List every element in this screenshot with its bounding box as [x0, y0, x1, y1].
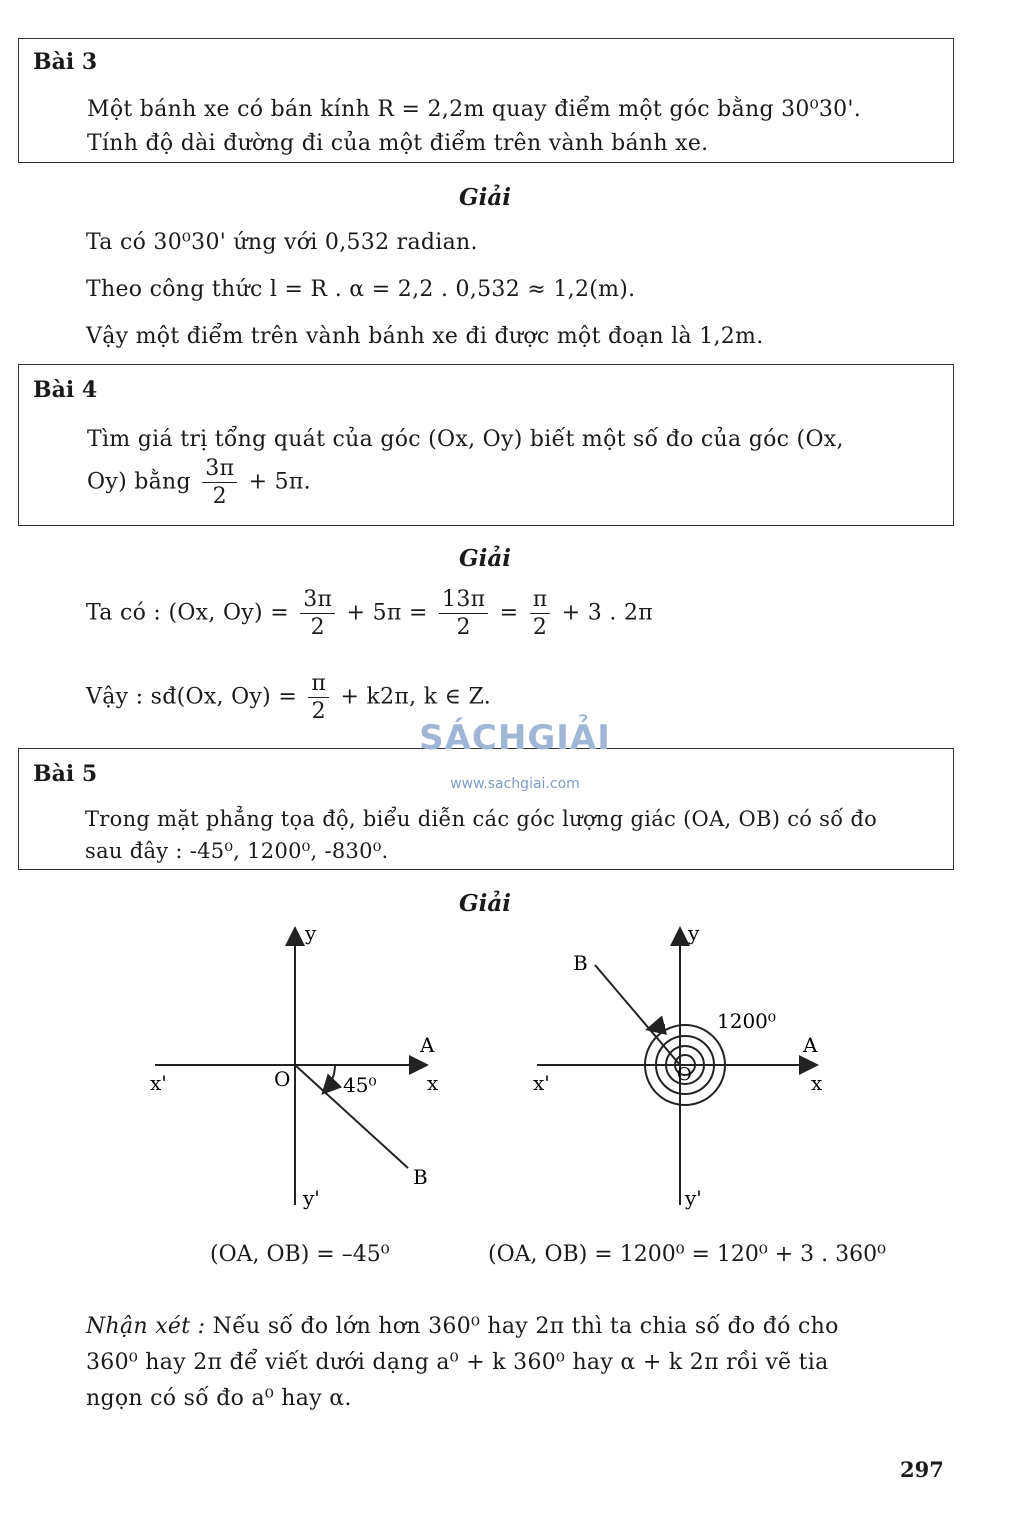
watermark — [410, 718, 620, 818]
label-x-prime: x' — [533, 1071, 550, 1095]
numerator: 3π — [300, 588, 335, 614]
denominator: 2 — [456, 615, 471, 641]
solution-4-line2-pre: Vậy : sđ(Ox, Oy) = — [86, 684, 298, 710]
denominator: 2 — [212, 484, 227, 510]
label-a: A — [803, 1033, 818, 1057]
page-number: 297 — [900, 1457, 944, 1482]
angle-arc — [324, 1065, 335, 1092]
exercise-5-line1: Trong mặt phẳng tọa độ, biểu diễn các góc lượng giác (OA, OB) có số đo — [85, 807, 878, 831]
solution-4-line1 — [86, 588, 653, 639]
exercise-4-line2-post: + 5π. — [248, 469, 311, 495]
solution-4-heading: Giải — [458, 545, 512, 572]
solution-4-line2 — [86, 672, 491, 723]
exercise-4-line2-pre: Oy) bằng — [87, 469, 191, 495]
solution-3-line2: Theo công thức l = R . α = 2,2 . 0,532 ≈ 1,2(m). — [86, 277, 636, 302]
fraction — [300, 588, 335, 639]
solution-4-line1-post: + 3 . 2π — [561, 600, 654, 626]
label-b: B — [413, 1165, 428, 1189]
exercise-5-title: Bài 5 — [33, 761, 98, 787]
exercise-3-box — [18, 38, 954, 163]
solution-4-line2-post: + k2π, k ∈ Z. — [340, 684, 492, 710]
label-o: O — [677, 1064, 692, 1085]
denominator: 2 — [532, 615, 548, 641]
fraction — [202, 457, 237, 508]
exercise-3-line1: Một bánh xe có bán kính R = 2,2m quay điểm một góc bằng 30⁰30'. — [87, 97, 862, 122]
watermark-url: www.sachgiai.com — [450, 776, 580, 792]
solution-5-heading: Giải — [458, 890, 512, 917]
remark-line1 — [86, 1314, 839, 1339]
exercise-3-line2: Tính độ dài đường đi của một điểm trên vành bánh xe. — [87, 131, 709, 156]
fraction — [530, 588, 551, 639]
remark-line3: ngọn có số đo a⁰ hay α. — [86, 1386, 352, 1411]
figure-2-caption: (OA, OB) = 1200⁰ = 120⁰ + 3 . 360⁰ — [488, 1242, 886, 1267]
label-y-prime: y' — [303, 1186, 320, 1210]
figure-2-diagram — [525, 920, 845, 1210]
numerator: 13π — [439, 588, 488, 614]
watermark-logo: SÁCHGIẢI — [419, 718, 611, 758]
solution-3-line3: Vậy một điểm trên vành bánh xe đi được một đoạn là 1,2m. — [86, 324, 764, 349]
label-angle: 45⁰ — [343, 1073, 377, 1097]
label-x: x — [427, 1071, 439, 1095]
solution-4-plus: + 5π = — [346, 600, 428, 626]
solution-4-line1-pre: Ta có : (Ox, Oy) = — [86, 600, 289, 626]
denominator: 2 — [310, 615, 325, 641]
angle-arrow — [649, 1025, 665, 1029]
figure-1-diagram — [140, 920, 460, 1210]
figure-1-caption: (OA, OB) = –45⁰ — [210, 1242, 390, 1267]
remark-label: Nhận xét : — [86, 1314, 206, 1339]
remark-line2: 360⁰ hay 2π để viết dưới dạng a⁰ + k 360⁰ hay α + k 2π rồi vẽ tia — [86, 1350, 829, 1375]
exercise-5-line2: sau đây : -45⁰, 1200⁰, -830⁰. — [85, 839, 389, 863]
numerator: π — [530, 588, 551, 614]
numerator: 3π — [202, 457, 237, 483]
denominator: 2 — [311, 699, 326, 725]
exercise-4-title: Bài 4 — [33, 377, 98, 403]
fraction — [439, 588, 488, 639]
ray-ob — [595, 965, 680, 1065]
label-o: O — [274, 1067, 291, 1091]
label-a: A — [420, 1033, 435, 1057]
exercise-3-title: Bài 3 — [33, 49, 98, 75]
exercise-4-line2 — [87, 457, 311, 508]
exercise-4-line1: Tìm giá trị tổng quát của góc (Ox, Oy) biết một số đo của góc (Ox, — [87, 427, 844, 452]
label-b: B — [573, 951, 588, 975]
remark-line1-text: Nếu số đo lớn hơn 360⁰ hay 2π thì ta chia số đo đó cho — [212, 1314, 839, 1339]
solution-4-eq: = — [499, 600, 519, 626]
solution-3-line1: Ta có 30⁰30' ứng với 0,532 radian. — [86, 230, 478, 255]
fraction — [308, 672, 329, 723]
label-x: x — [811, 1071, 823, 1095]
label-y: y — [305, 921, 317, 945]
exercise-4-box — [18, 364, 954, 526]
label-y: y — [688, 921, 700, 945]
label-y-prime: y' — [685, 1186, 702, 1210]
numerator: π — [308, 672, 329, 698]
label-angle: 1200⁰ — [717, 1009, 776, 1033]
solution-3-heading: Giải — [458, 184, 512, 211]
label-x-prime: x' — [150, 1071, 167, 1095]
